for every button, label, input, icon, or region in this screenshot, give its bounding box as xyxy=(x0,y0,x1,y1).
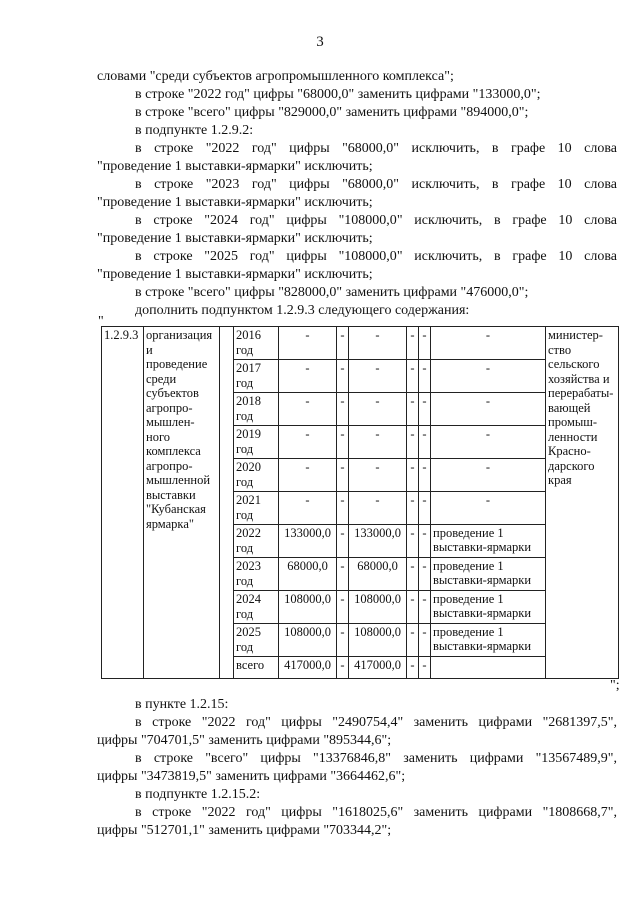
result-cell: - xyxy=(431,426,546,459)
year-cell: 2023 год xyxy=(234,558,279,591)
total-cell: 108000,0 xyxy=(279,591,337,624)
total-cell: 133000,0 xyxy=(279,525,337,558)
total-cell: - xyxy=(279,393,337,426)
value-cell: - xyxy=(407,360,419,393)
year-cell: 2025 год xyxy=(234,624,279,657)
text-line: в строке "2022 год" цифры "68000,0" исключить, в графе 10 слова xyxy=(135,141,617,156)
result-cell: проведение 1 выставки-ярмарки xyxy=(431,525,546,558)
table-row xyxy=(102,327,619,360)
value-cell: - xyxy=(407,525,419,558)
total-cell: - xyxy=(279,492,337,525)
text-line: словами "среди субъектов агропромышленного комплекса"; xyxy=(97,69,454,84)
text-line: в строке "всего" цифры "828000,0" заменить цифрами "476000,0"; xyxy=(135,285,529,300)
close-quote: "; xyxy=(610,678,620,693)
value-cell: - xyxy=(407,459,419,492)
text-line: в строке "всего" цифры "829000,0" заменить цифрами "894000,0"; xyxy=(135,105,529,120)
result-cell: - xyxy=(431,327,546,360)
value-cell: 133000,0 xyxy=(349,525,407,558)
value-cell: - xyxy=(349,459,407,492)
result-cell: - xyxy=(431,393,546,426)
total-cell: - xyxy=(279,426,337,459)
value-cell: - xyxy=(419,393,431,426)
value-cell: 417000,0 xyxy=(349,657,407,679)
value-cell: - xyxy=(337,492,349,525)
total-cell: 68000,0 xyxy=(279,558,337,591)
value-cell: - xyxy=(419,657,431,679)
value-cell: - xyxy=(419,426,431,459)
year-cell: 2022 год xyxy=(234,525,279,558)
value-cell: - xyxy=(407,558,419,591)
value-cell: - xyxy=(407,492,419,525)
text-line: "проведение 1 выставки-ярмарки" исключить; xyxy=(97,267,373,282)
text-line: в подпункте 1.2.9.2: xyxy=(135,123,254,138)
total-cell: - xyxy=(279,360,337,393)
value-cell: 108000,0 xyxy=(349,624,407,657)
value-cell: - xyxy=(407,591,419,624)
value-cell: - xyxy=(349,393,407,426)
text-line: дополнить подпунктом 1.2.9.3 следующего содержания: xyxy=(135,303,470,318)
item-name: организация и проведение среди субъектов агропро-мышлен-ного комплекса агропро-мышленной выставки "Кубанская ярмарка" xyxy=(144,327,220,679)
result-cell: - xyxy=(431,360,546,393)
value-cell: - xyxy=(337,558,349,591)
value-cell: - xyxy=(337,657,349,679)
year-cell: всего xyxy=(234,657,279,679)
value-cell: - xyxy=(419,591,431,624)
text-line: в строке "всего" цифры "13376846,8" заменить цифрами "13567489,9", xyxy=(135,751,617,766)
result-cell: - xyxy=(431,492,546,525)
value-cell: - xyxy=(419,360,431,393)
total-cell: 417000,0 xyxy=(279,657,337,679)
text-line: в подпункте 1.2.15.2: xyxy=(135,787,261,802)
item-number: 1.2.9.3 xyxy=(102,327,144,679)
year-cell: 2017 год xyxy=(234,360,279,393)
text-line: в строке "2024 год" цифры "108000,0" исключить, в графе 10 слова xyxy=(135,213,617,228)
value-cell: - xyxy=(419,525,431,558)
year-cell: 2024 год xyxy=(234,591,279,624)
value-cell: - xyxy=(407,327,419,360)
year-cell: 2018 год xyxy=(234,393,279,426)
value-cell: - xyxy=(407,393,419,426)
year-cell: 2020 год xyxy=(234,459,279,492)
result-cell: - xyxy=(431,459,546,492)
text-line: цифры "512701,1" заменить цифрами "703344,2"; xyxy=(97,823,392,838)
value-cell: - xyxy=(419,327,431,360)
text-line: цифры "704701,5" заменить цифрами "895344,6"; xyxy=(97,733,392,748)
result-cell: проведение 1 выставки-ярмарки xyxy=(431,624,546,657)
empty-column xyxy=(220,327,234,679)
value-cell: - xyxy=(337,327,349,360)
open-quote: " xyxy=(98,314,104,329)
text-line: в строке "2025 год" цифры "108000,0" исключить, в графе 10 слова xyxy=(135,249,617,264)
total-cell: 108000,0 xyxy=(279,624,337,657)
value-cell: - xyxy=(337,525,349,558)
value-cell: - xyxy=(407,624,419,657)
result-cell xyxy=(431,657,546,679)
text-line: "проведение 1 выставки-ярмарки" исключить; xyxy=(97,159,373,174)
value-cell: - xyxy=(349,426,407,459)
text-line: в пункте 1.2.15: xyxy=(135,697,229,712)
value-cell: - xyxy=(337,360,349,393)
text-line: в строке "2022 год" цифры "68000,0" заменить цифрами "133000,0"; xyxy=(135,87,541,102)
result-cell: проведение 1 выставки-ярмарки xyxy=(431,558,546,591)
value-cell: 108000,0 xyxy=(349,591,407,624)
value-cell: - xyxy=(419,624,431,657)
value-cell: - xyxy=(419,459,431,492)
value-cell: - xyxy=(337,624,349,657)
total-cell: - xyxy=(279,459,337,492)
value-cell: - xyxy=(419,558,431,591)
text-line: "проведение 1 выставки-ярмарки" исключить; xyxy=(97,231,373,246)
text-line: "проведение 1 выставки-ярмарки" исключить; xyxy=(97,195,373,210)
value-cell: 68000,0 xyxy=(349,558,407,591)
table-body xyxy=(102,327,619,679)
value-cell: - xyxy=(419,492,431,525)
value-cell: - xyxy=(407,657,419,679)
text-line: в строке "2023 год" цифры "68000,0" исключить, в графе 10 слова xyxy=(135,177,617,192)
value-cell: - xyxy=(337,459,349,492)
year-cell: 2016 год xyxy=(234,327,279,360)
year-cell: 2019 год xyxy=(234,426,279,459)
result-cell: проведение 1 выставки-ярмарки xyxy=(431,591,546,624)
value-cell: - xyxy=(349,492,407,525)
value-cell: - xyxy=(407,426,419,459)
responsible-organization: министер-ство сельского хозяйства и перерабаты-вающей промыш-ленности Красно-дарского края xyxy=(546,327,619,679)
value-cell: - xyxy=(349,327,407,360)
value-cell: - xyxy=(337,393,349,426)
value-cell: - xyxy=(349,360,407,393)
value-cell: - xyxy=(337,591,349,624)
total-cell: - xyxy=(279,327,337,360)
text-line: в строке "2022 год" цифры "1618025,6" заменить цифрами "1808668,7", xyxy=(135,805,617,820)
text-line: цифры "3473819,5" заменить цифрами "3664462,6"; xyxy=(97,769,406,784)
year-cell: 2021 год xyxy=(234,492,279,525)
page-number: 3 xyxy=(316,34,324,50)
value-cell: - xyxy=(337,426,349,459)
text-line: в строке "2022 год" цифры "2490754,4" заменить цифрами "2681397,5", xyxy=(135,715,617,730)
program-table xyxy=(101,326,619,679)
